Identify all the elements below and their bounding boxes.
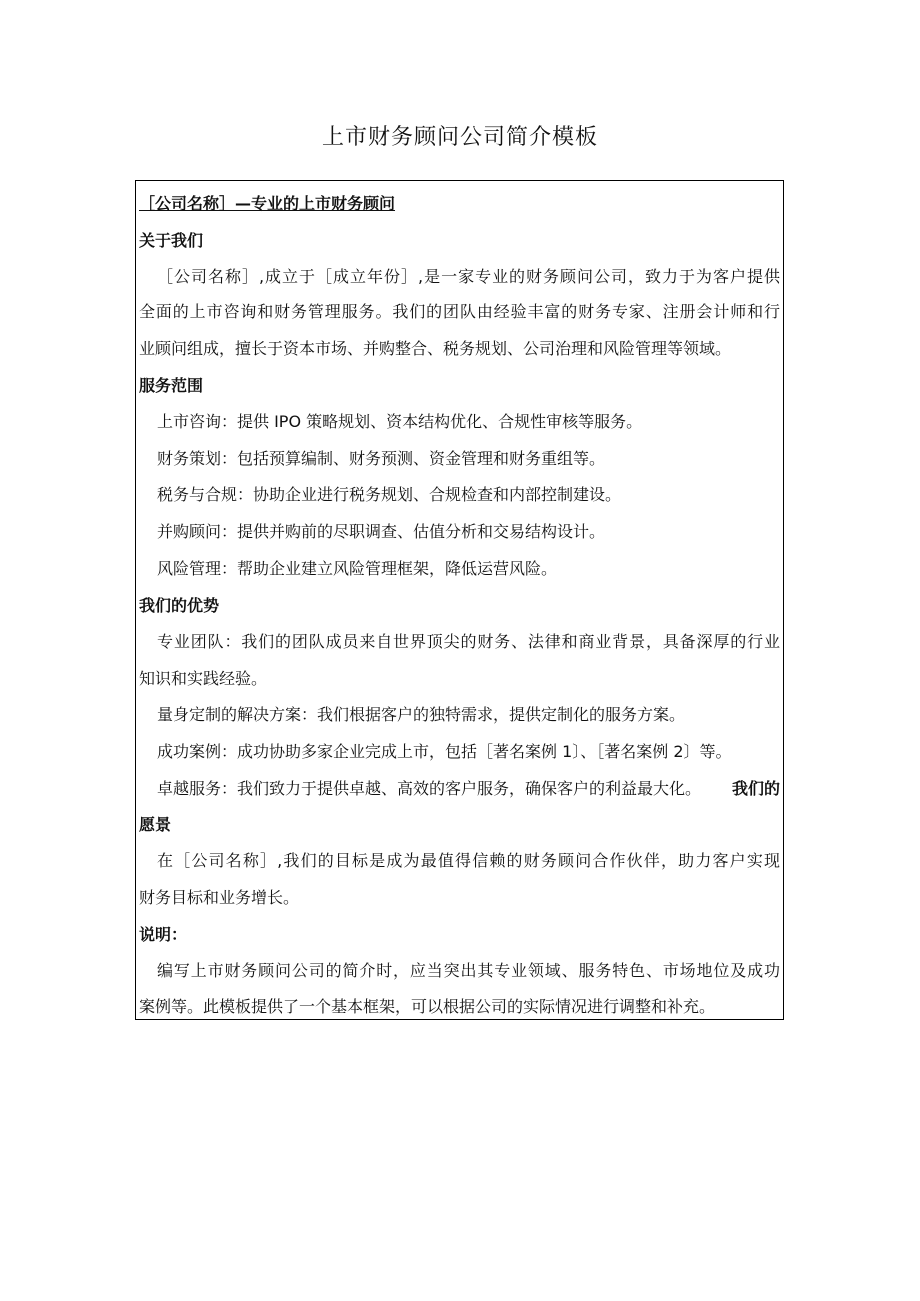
service-item-tax: 税务与合规：协助企业进行税务规划、合规检查和内部控制建设。 — [157, 485, 622, 504]
advantages-heading: 我们的优势 — [139, 596, 220, 615]
about-heading: 关于我们 — [139, 231, 204, 250]
main-heading: ［公司名称］—专业的上市财务顾问 — [139, 194, 396, 213]
about-line-1: ［公司名称］,成立于［成立年份］,是一家专业的财务顾问公司，致力于为客户提供 — [157, 267, 780, 286]
content-box — [135, 180, 784, 1020]
about-line-2: 全面的上市咨询和财务管理服务。我们的团队由经验丰富的财务专家、注册会计师和行 — [139, 302, 780, 321]
vision-heading-part1: 我们的 — [731, 779, 780, 798]
vision-line-2: 财务目标和业务增长。 — [139, 888, 300, 907]
notes-line-2: 案例等。此模板提供了一个基本框架，可以根据公司的实际情况进行调整和补充。 — [139, 997, 716, 1016]
service-item-ipo: 上市咨询：提供 IPO 策略规划、资本结构优化、合规性审核等服务。 — [157, 412, 643, 431]
vision-heading-part2: 愿景 — [139, 815, 172, 834]
advantage-line-4: 成功案例：成功协助多家企业完成上市，包括［著名案例 1〕、［著名案例 2〕等。 — [157, 742, 732, 761]
notes-line-1: 编写上市财务顾问公司的简介时，应当突出其专业领域、服务特色、市场地位及成功 — [157, 961, 780, 980]
service-item-mna: 并购顾问：提供并购前的尽职调查、估值分析和交易结构设计。 — [157, 522, 606, 541]
service-item-risk: 风险管理：帮助企业建立风险管理框架，降低运营风险。 — [157, 559, 558, 578]
vision-line-1: 在［公司名称］,我们的目标是成为最值得信赖的财务顾问合作伙伴，助力客户实现 — [157, 851, 780, 870]
service-item-finance: 财务策划：包括预算编制、财务预测、资金管理和财务重组等。 — [157, 449, 606, 468]
notes-heading: 说明： — [139, 925, 188, 944]
advantage-line-3: 量身定制的解决方案：我们根据客户的独特需求，提供定制化的服务方案。 — [157, 705, 686, 724]
advantage-line-1: 专业团队：我们的团队成员来自世界顶尖的财务、法律和商业背景，具备深厚的行业 — [157, 632, 780, 651]
advantage-line-5: 卓越服务：我们致力于提供卓越、高效的客户服务，确保客户的利益最大化。 — [157, 779, 702, 798]
about-line-3: 业顾问组成，擅长于资本市场、并购整合、税务规划、公司治理和风险管理等领域。 — [139, 339, 732, 358]
services-heading: 服务范围 — [139, 376, 204, 395]
document-title: 上市财务顾问公司简介模板 — [321, 125, 598, 150]
advantage-line-2: 知识和实践经验。 — [139, 669, 268, 688]
